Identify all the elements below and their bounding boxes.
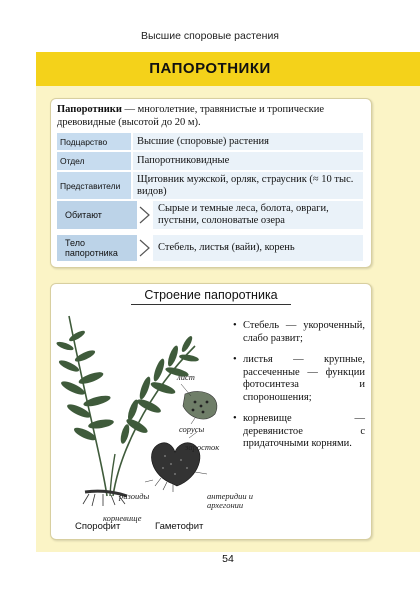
fern-illustration (55, 306, 254, 534)
bullet-item: • листья — крупные, рассеченные — функции фотосинтеза и спороношения; (233, 354, 365, 404)
overview-card (50, 98, 372, 268)
label-rhizoids: ризоиды (119, 491, 150, 501)
definition (57, 103, 363, 129)
label-sori: сорусы (179, 424, 205, 434)
trait-key: Тело папоротника (57, 235, 137, 261)
property-row-representatives (57, 172, 363, 199)
trait-key: Обитают (57, 201, 137, 229)
trait-value: Стебель, листья (вайи), корень (153, 235, 363, 261)
structure-bullets (233, 320, 365, 460)
structure-card (50, 283, 372, 540)
property-row-division (57, 152, 363, 170)
trait-habitat (57, 201, 363, 229)
property-row-subkingdom (57, 133, 363, 150)
page-number: 54 (222, 553, 234, 565)
arrow-right-icon (137, 201, 153, 229)
trait-value: Сырые и темные леса, болота, овраги, пустыни, солоноватые озера (153, 201, 363, 229)
chapter-title: ПАПОРОТНИКИ (149, 60, 271, 77)
property-value: Щитовник мужской, орляк, страусник (≈ 10 тыс. видов) (133, 172, 363, 199)
properties-table (57, 133, 363, 201)
definition-text: — многолетние, травянистые и тропические древовидные (высотой до 20 м). (57, 104, 324, 128)
label-leaf: лист (177, 372, 195, 382)
label-rhizome: корневище (103, 513, 142, 523)
definition-term: Папоротники (57, 104, 122, 115)
bullet-item: • Стебель — укороченный, слабо развит; (233, 320, 365, 345)
bullet-item: • корневище — деревянистое с придаточными корнями. (233, 413, 365, 451)
structure-title: Строение папоротника (144, 288, 278, 302)
trait-body (57, 235, 363, 261)
property-value: Папоротниковидные (133, 152, 363, 170)
caption-sporophyte: Спорофит (75, 521, 121, 532)
title-underline (131, 304, 291, 305)
label-prothallus: заросток (185, 442, 220, 452)
property-key: Подцарство (57, 133, 131, 150)
property-value: Высшие (споровые) растения (133, 133, 363, 150)
property-key: Отдел (57, 152, 131, 170)
running-title: Высшие споровые растения (141, 30, 279, 42)
property-key: Представители (57, 172, 131, 199)
arrow-right-icon (137, 235, 153, 261)
label-antheridia: антеридии и архегонии (207, 491, 254, 510)
caption-gametophyte: Гаметофит (155, 521, 204, 532)
